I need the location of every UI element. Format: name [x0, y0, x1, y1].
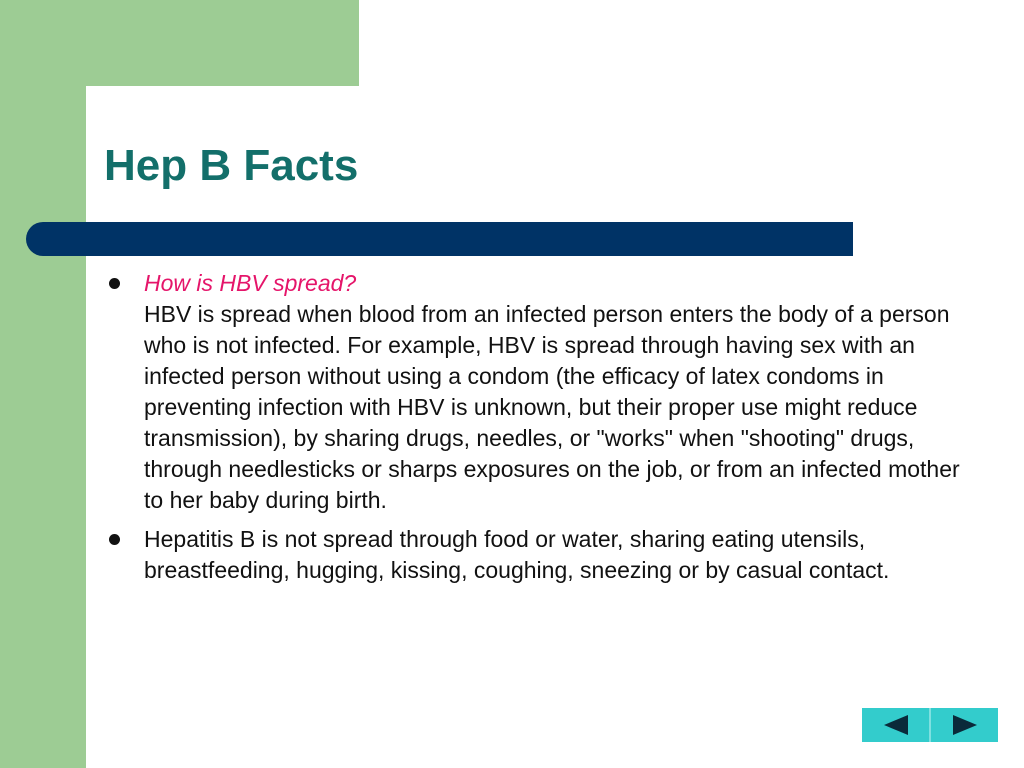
- triangle-left-icon: [882, 713, 910, 737]
- triangle-right-icon: [951, 713, 979, 737]
- bullet-item: [104, 524, 964, 586]
- next-slide-button[interactable]: [929, 708, 998, 742]
- bullet-text: HBV is spread when blood from an infected person enters the body of a person who is not infected. For example, HBV is spread through having sex with an infected person without using a condom (the efficacy of latex condoms in preventing infection with HBV is unknown, but their proper use might reduce transmission), by sharing drugs, needles, or "works" when "shooting" drugs, through needlesticks or sharps exposures on the job, or from an infected mother to her baby during birth.: [144, 301, 960, 513]
- bullet-dot-icon: [109, 534, 120, 545]
- slide-navigation: [862, 708, 998, 742]
- green-side-band: [0, 0, 86, 768]
- slide-content: [104, 268, 964, 594]
- bullet-question: How is HBV spread?: [144, 270, 357, 296]
- previous-slide-button[interactable]: [862, 708, 929, 742]
- bullet-item: [104, 268, 964, 516]
- green-top-band: [0, 0, 359, 86]
- slide-title: Hep B Facts: [104, 141, 359, 190]
- title-underline-bar: [26, 222, 853, 256]
- bullet-dot-icon: [109, 278, 120, 289]
- bullet-text: Hepatitis B is not spread through food or water, sharing eating utensils, breastfeeding, hugging, kissing, coughing, sneezing or by casual contact.: [144, 526, 890, 583]
